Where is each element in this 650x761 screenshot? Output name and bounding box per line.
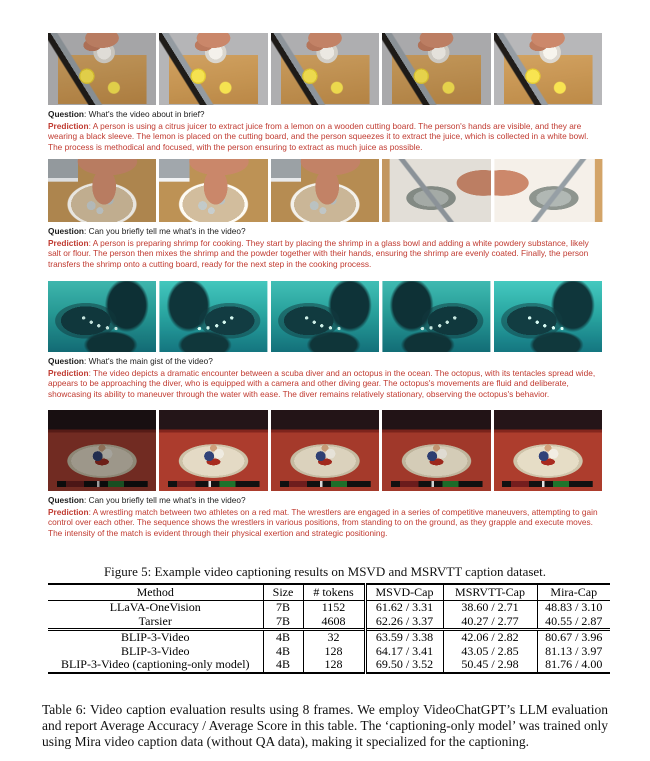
table-cell: 7B (263, 601, 303, 615)
prediction-line (48, 368, 602, 399)
table-cell: 61.62 / 3.31 (365, 601, 443, 615)
table-cell: 40.27 / 2.77 (443, 615, 537, 630)
prediction-label: Prediction (48, 368, 89, 379)
prediction-label: Prediction (48, 507, 89, 518)
video-frame (48, 281, 156, 352)
video-example-lemon-juicing (48, 33, 602, 152)
video-frame (382, 410, 490, 491)
question-text: : Can you briefly tell me what's in the video? (83, 495, 246, 505)
frame-strip-octopus-diver (48, 281, 602, 352)
table-row (48, 601, 610, 615)
prediction-label: Prediction (48, 121, 89, 132)
table-cell: 32 (303, 630, 365, 645)
table-row (48, 645, 610, 659)
column-header-mira-cap: Mira-Cap (537, 584, 610, 601)
table-cell: 63.59 / 3.38 (365, 630, 443, 645)
video-example-octopus-diver (48, 281, 602, 399)
prediction-line (48, 507, 602, 538)
table-cell: 128 (303, 658, 365, 673)
prediction-label: Prediction (48, 238, 89, 249)
column-header-tokens: # tokens (303, 584, 365, 601)
table-cell: 81.76 / 4.00 (537, 658, 610, 673)
video-frame (48, 410, 156, 491)
video-frame (159, 281, 267, 352)
table-cell: BLIP-3-Video (captioning-only model) (48, 658, 263, 673)
column-header-method: Method (48, 584, 263, 601)
video-frame (494, 410, 602, 491)
video-frame (271, 159, 379, 222)
table-cell: 48.83 / 3.10 (537, 601, 610, 615)
video-frame (159, 33, 267, 105)
prediction-text: : The video depicts a dramatic encounter between a scuba diver and an octopus in the ocean. The octopus, with its tentacles spread wide, appears to be approaching the diver, who is equipped with a camera and other diving gear. The octopus's movements are fluid and deliberate, showcasing its ability to maneuver through the water with ease. The diver remains relatively stationary, observing the octopus's behavior. (48, 368, 596, 399)
frame-strip-wrestling-match (48, 410, 602, 491)
table-caption: Table 6: Video caption evaluation results using 8 frames. We employ VideoChatGPT’s LLM evaluation and report Average Accuracy / Average Score in this table. The ‘captioning-only model’ was trained only using Mira video caption data (without QA data), making it specialized for the captioning. (42, 701, 608, 750)
question-label: Question (48, 226, 84, 236)
video-frame (159, 159, 267, 222)
video-frame (271, 281, 379, 352)
qa-block (48, 495, 602, 538)
question-label: Question (48, 109, 84, 119)
table-cell: 40.55 / 2.87 (537, 615, 610, 630)
video-example-shrimp-preparation (48, 159, 602, 269)
table-cell: 69.50 / 3.52 (365, 658, 443, 673)
video-frame (271, 410, 379, 491)
question-label: Question (48, 495, 84, 505)
video-frame (159, 410, 267, 491)
table-cell: 62.26 / 3.37 (365, 615, 443, 630)
table-cell: 7B (263, 615, 303, 630)
table-cell: 42.06 / 2.82 (443, 630, 537, 645)
table-cell: 4608 (303, 615, 365, 630)
figure-caption: Figure 5: Example video captioning results on MSVD and MSRVTT caption dataset. (103, 564, 547, 579)
frame-strip-lemon-juicing (48, 33, 602, 105)
frame-strip-shrimp-preparation (48, 159, 602, 222)
table-cell: 128 (303, 645, 365, 659)
prediction-text: : A person is using a citrus juicer to extract juice from a lemon on a wooden cutting board. The person's hands are visible, and they are wearing a black sleeve. The lemon is placed on the cutting board, and the person squeezes it to extract the juice, which is collected in a white bowl. The process is methodical and focused, with the person ensuring to extract as much juice as possible. (48, 121, 589, 152)
table-cell: 4B (263, 658, 303, 673)
video-frame (382, 33, 490, 105)
video-frame (494, 33, 602, 105)
question-line (48, 356, 602, 366)
video-example-wrestling-match (48, 410, 602, 538)
table-cell: 50.45 / 2.98 (443, 658, 537, 673)
table-cell: 80.67 / 3.96 (537, 630, 610, 645)
question-line (48, 495, 602, 505)
video-frame (271, 33, 379, 105)
question-text: : What's the video about in brief? (83, 109, 205, 119)
question-text: : Can you briefly tell me what's in the video? (83, 226, 246, 236)
table-cell: LLaVA-OneVision (109, 600, 201, 615)
prediction-line (48, 121, 602, 152)
results-table (48, 583, 610, 674)
qa-block (48, 109, 602, 152)
qa-block (48, 226, 602, 269)
table-cell: 4B (263, 645, 303, 659)
question-line (48, 226, 602, 236)
table-row (48, 615, 610, 630)
table-cell: 81.13 / 3.97 (537, 645, 610, 659)
table-cell: 4B (263, 630, 303, 645)
prediction-text: : A wrestling match between two athletes on a red mat. The wrestlers are engaged in a series of competitive maneuvers, attempting to gain control over each other. The sequence shows the wrestlers in various positions, from standing to on the ground, as they grapple and execute moves. The intensity of the match is evident through their physical exertion and strategic positioning. (48, 507, 598, 538)
question-label: Question (48, 356, 84, 366)
table-cell: 38.60 / 2.71 (443, 601, 537, 615)
video-frame (382, 159, 490, 222)
table-cell: 43.05 / 2.85 (443, 645, 537, 659)
question-line (48, 109, 602, 119)
table-row (48, 630, 610, 645)
table-cell: Tarsier (138, 614, 172, 628)
video-frame (382, 281, 490, 352)
table-row (48, 658, 610, 673)
video-frame (48, 159, 156, 222)
table-cell: 1152 (303, 601, 365, 615)
column-header-msvd-cap: MSVD-Cap (365, 584, 443, 601)
table-header-row (48, 584, 610, 601)
question-text: : What's the main gist of the video? (83, 356, 213, 366)
column-header-size: Size (263, 584, 303, 601)
qa-block (48, 356, 602, 399)
table-cell: BLIP-3-Video (48, 630, 263, 645)
table-cell: BLIP-3-Video (120, 644, 190, 658)
video-frame (48, 33, 156, 105)
prediction-line (48, 238, 602, 269)
video-frame (494, 281, 602, 352)
prediction-text: : A person is preparing shrimp for cooking. They start by placing the shrimp in a glass bowl and adding a white powdery substance, likely salt or flour. The person then mixes the shrimp and the powder together with their hands, ensuring the shrimp are evenly coated. Finally, the person transfers the shrimp onto a cutting board, ready for the next step in the cooking process. (48, 238, 589, 269)
column-header-msrvtt-cap: MSRVTT-Cap (443, 584, 537, 601)
table-cell: 64.17 / 3.41 (365, 645, 443, 659)
video-frame (494, 159, 602, 222)
